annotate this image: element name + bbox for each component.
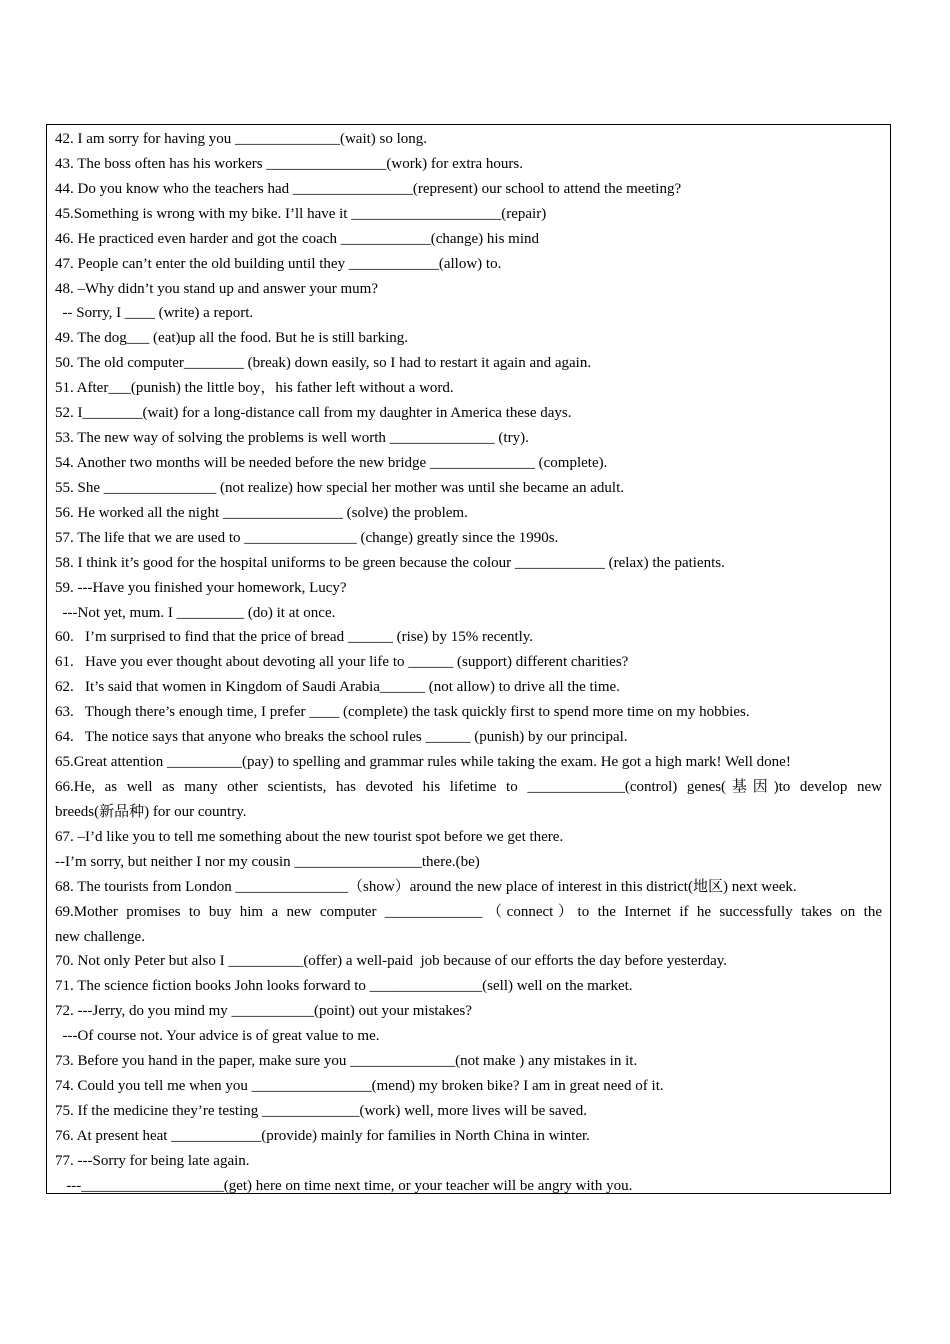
- exercise-line: 66.He, as well as many other scientists, has devoted his lifetime to _____________(control) genes(基因)to develop new: [55, 778, 882, 795]
- exercise-line: 70. Not only Peter but also I __________(offer) a well-paid job because of our efforts the day before yesterday.: [55, 953, 728, 970]
- exercise-line: 53. The new way of solving the problems is well worth ______________ (try).: [55, 430, 529, 447]
- exercise-line: 69.Mother promises to buy him a new computer _____________（connect）to the Internet if he successfully takes on the: [55, 903, 882, 920]
- exercise-line: 55. She _______________ (not realize) how special her mother was until she became an adult.: [55, 479, 625, 496]
- exercise-line: 77. ---Sorry for being late again.: [55, 1152, 250, 1169]
- exercise-line: 52. I________(wait) for a long-distance call from my daughter in America these days.: [55, 405, 572, 422]
- exercise-line: 67. –I’d like you to tell me something about the new tourist spot before we get there.: [55, 828, 564, 845]
- exercise-line: 57. The life that we are used to _______________ (change) greatly since the 1990s.: [55, 529, 559, 546]
- exercise-line: 76. At present heat ____________(provide) mainly for families in North China in winter.: [55, 1127, 590, 1144]
- exercise-box: [46, 124, 891, 1194]
- exercise-line: 59. ---Have you finished your homework, Lucy?: [55, 579, 347, 596]
- exercise-line: 62. It’s said that women in Kingdom of Saudi Arabia______ (not allow) to drive all the time.: [55, 679, 620, 696]
- exercise-line: new challenge.: [55, 928, 145, 945]
- exercise-line: 42. I am sorry for having you ______________(wait) so long.: [55, 131, 428, 147]
- exercise-line: 64. The notice says that anyone who breaks the school rules ______ (punish) by our principal.: [55, 729, 628, 746]
- exercise-line: 60. I’m surprised to find that the price of bread ______ (rise) by 15% recently.: [55, 629, 534, 646]
- exercise-line: 73. Before you hand in the paper, make sure you ______________(not make ) any mistakes in it.: [55, 1053, 638, 1070]
- exercise-line: 75. If the medicine they’re testing _____________(work) well, more lives will be saved.: [55, 1102, 587, 1119]
- exercise-line: --I’m sorry, but neither I nor my cousin _________________there.(be): [55, 853, 480, 870]
- exercise-line: 45.Something is wrong with my bike. I’ll have it ____________________(repair): [55, 205, 547, 222]
- exercise-line: -- Sorry, I ____ (write) a report.: [55, 305, 254, 322]
- exercise-line: 61. Have you ever thought about devoting all your life to ______ (support) different charities?: [55, 654, 629, 671]
- exercise-line: 49. The dog___ (eat)up all the food. But he is still barking.: [55, 330, 408, 347]
- exercise-line: breeds(新品种) for our country.: [55, 803, 247, 820]
- exercise-line: 72. ---Jerry, do you mind my ___________(point) out your mistakes?: [55, 1003, 472, 1020]
- exercise-line: 54. Another two months will be needed before the new bridge ______________ (complete).: [55, 454, 608, 471]
- exercise-line: ---___________________(get) here on time next time, or your teacher will be angry with you.: [55, 1177, 633, 1194]
- exercise-line: ---Not yet, mum. I _________ (do) it at once.: [55, 604, 336, 621]
- exercise-line: 48. –Why didn’t you stand up and answer your mum?: [55, 280, 379, 297]
- exercise-line: ---Of course not. Your advice is of great value to me.: [55, 1028, 380, 1045]
- exercise-line: 65.Great attention __________(pay) to spelling and grammar rules while taking the exam. He got a high mark! Well done!: [55, 754, 791, 771]
- exercise-line: 56. He worked all the night ________________ (solve) the problem.: [55, 504, 468, 521]
- exercise-line: 58. I think it’s good for the hospital uniforms to be green because the colour ____________ (relax) the patients.: [55, 554, 725, 571]
- exercise-line: 44. Do you know who the teachers had ________________(represent) our school to attend the meeting?: [55, 180, 682, 197]
- exercise-line: 71. The science fiction books John looks forward to _______________(sell) well on the market.: [55, 978, 633, 995]
- exercise-line: 63. Though there’s enough time, I prefer ____ (complete) the task quickly first to spend more time on my hobbies.: [55, 704, 750, 721]
- exercise-line: 47. People can’t enter the old building until they ____________(allow) to.: [55, 255, 502, 272]
- exercise-line: 50. The old computer________ (break) down easily, so I had to restart it again and again.: [55, 355, 592, 372]
- exercise-line: 43. The boss often has his workers ________________(work) for extra hours.: [55, 155, 523, 172]
- exercise-line: 74. Could you tell me when you ________________(mend) my broken bike? I am in great need of it.: [55, 1078, 664, 1095]
- exercise-line: 51. After___(punish) the little boy，his father left without a word.: [55, 380, 454, 397]
- exercise-line: 46. He practiced even harder and got the coach ____________(change) his mind: [55, 230, 539, 247]
- exercise-lines: [55, 127, 882, 1199]
- exercise-line: 68. The tourists from London _______________（show）around the new place of interest in this district(地区) next week.: [55, 878, 797, 895]
